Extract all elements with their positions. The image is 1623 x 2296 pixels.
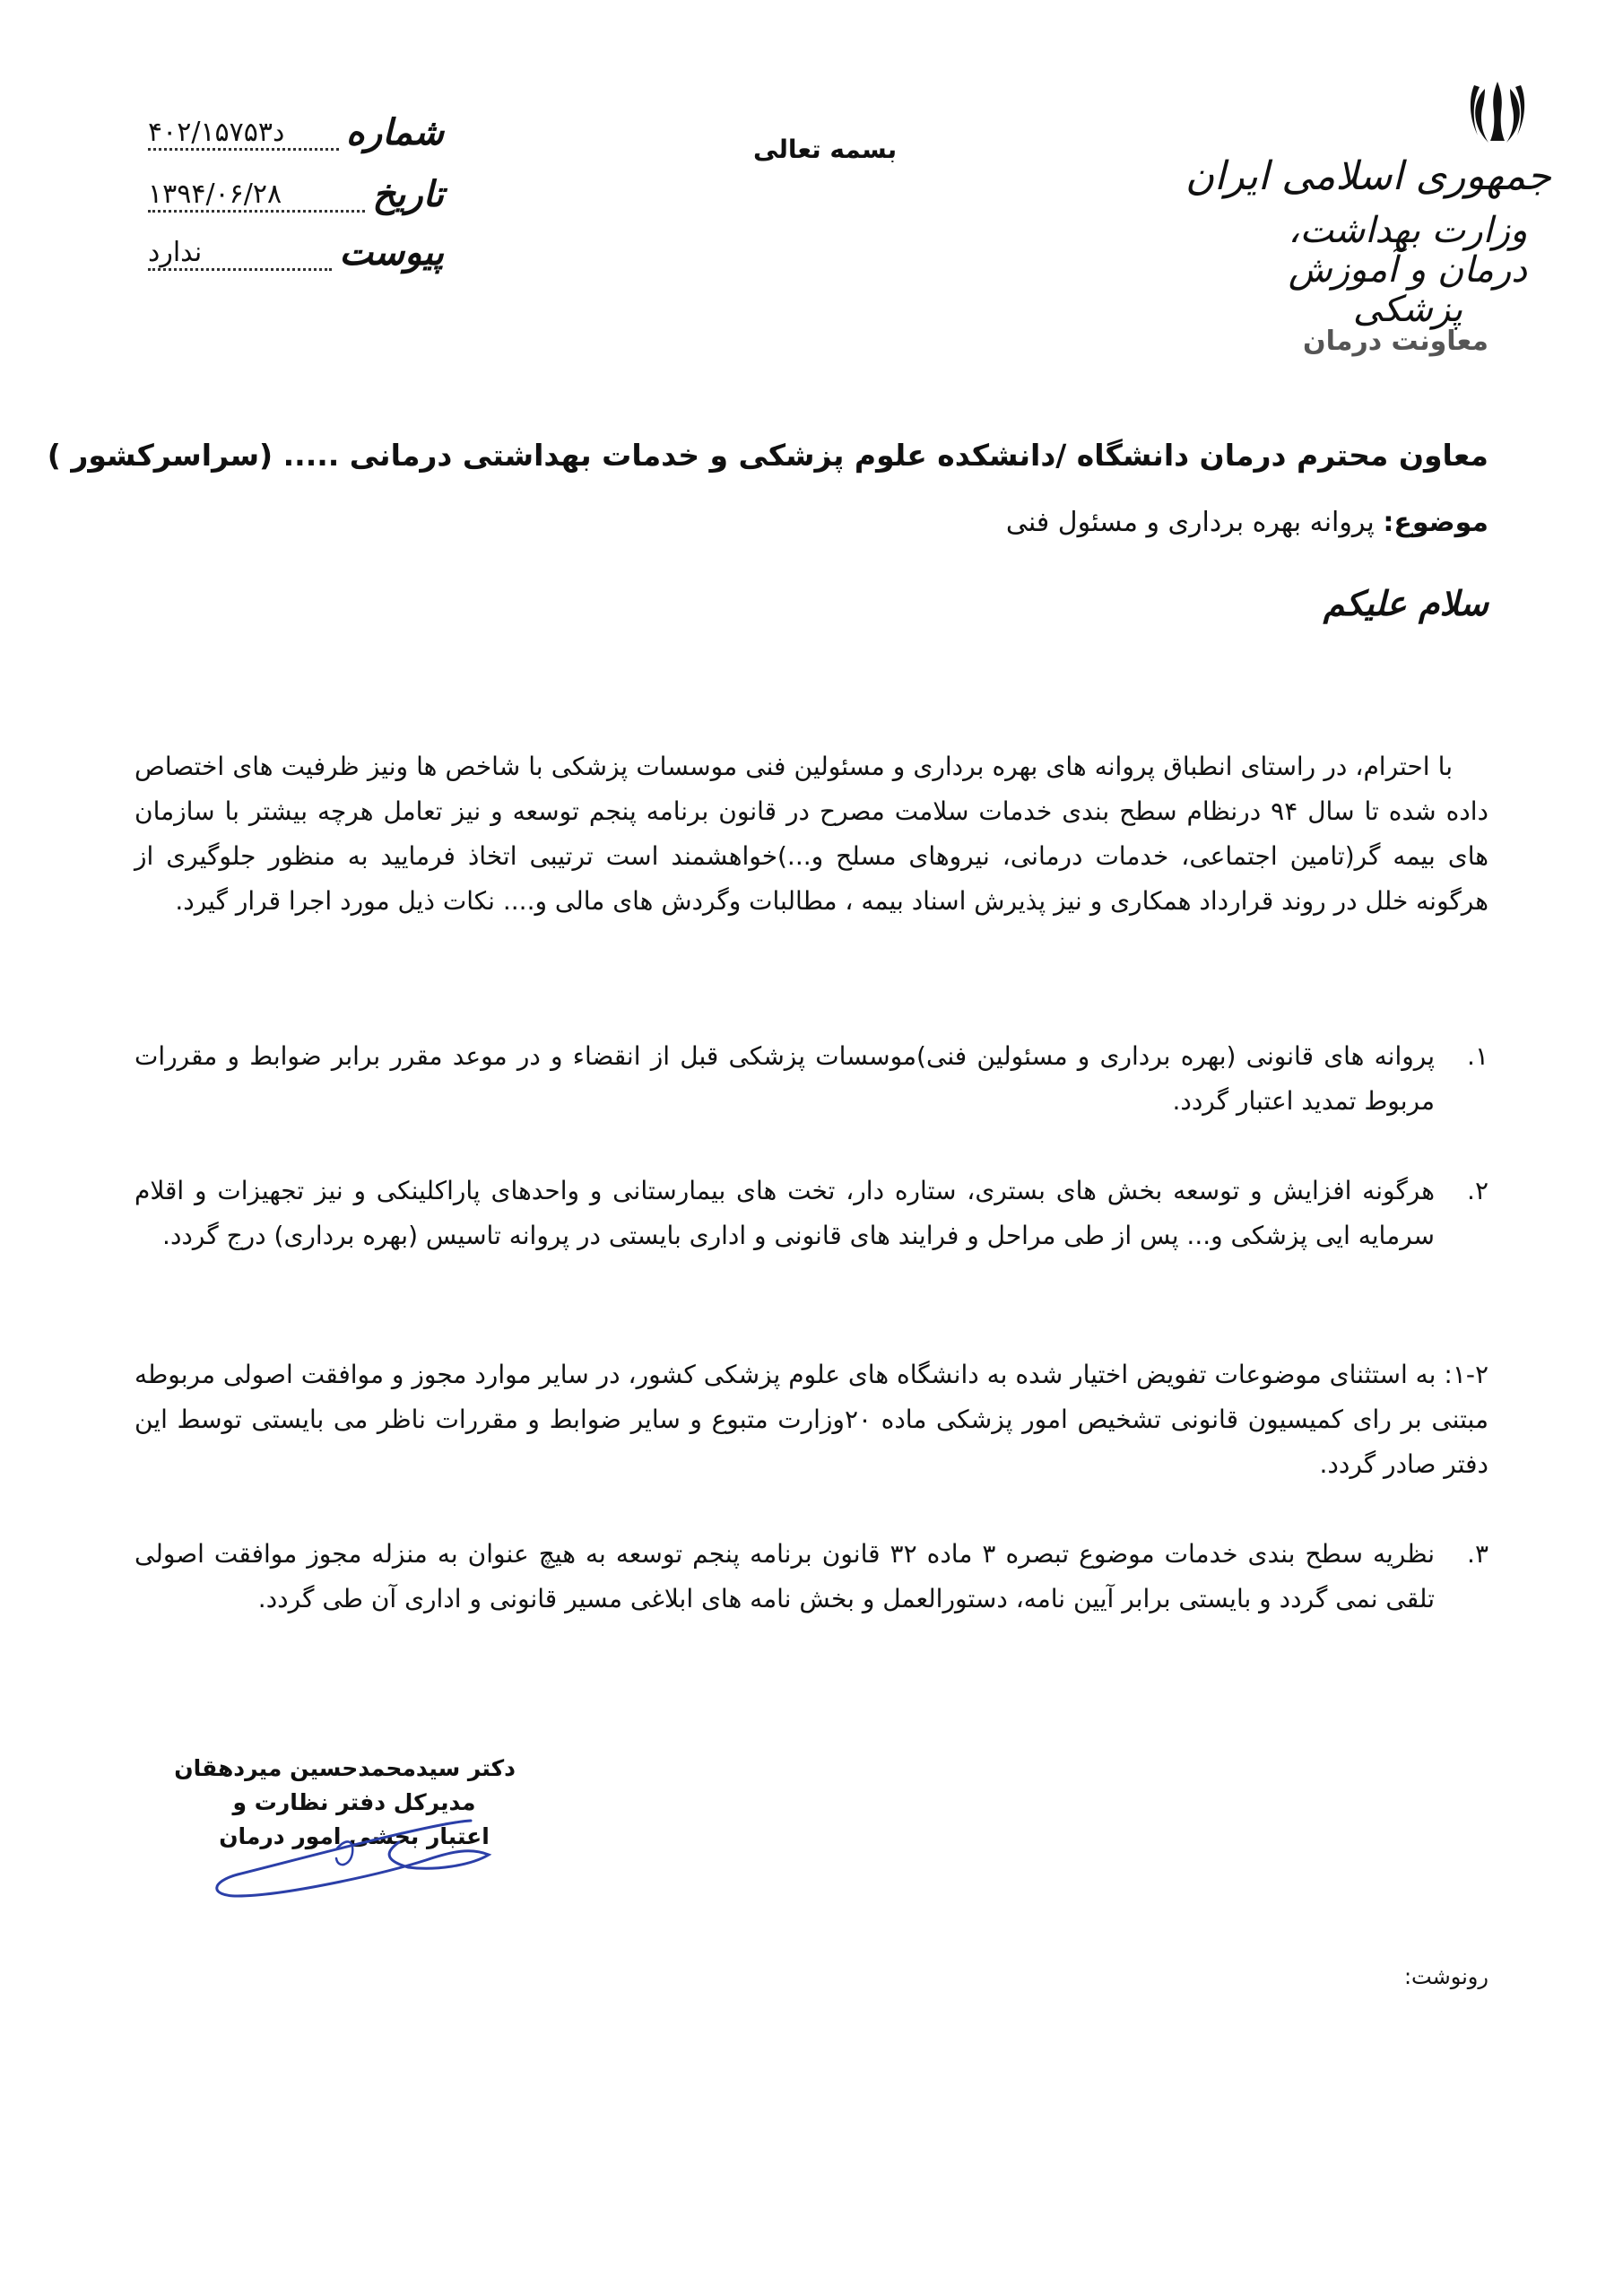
letter-attachment-value: ندارد — [148, 239, 332, 271]
sub-item — [135, 1352, 1488, 1487]
list-item-number: ۱. — [1467, 1041, 1488, 1071]
subject-label: موضوع: — [1383, 507, 1488, 538]
bismillah-heading: بسمه تعالی — [753, 135, 898, 164]
cc-label: رونوشت: — [1403, 1964, 1488, 1989]
handwritten-signature — [202, 1803, 498, 1901]
signatory-title-line2: اعتبار بخشی امور درمان — [219, 1823, 490, 1849]
letter-date-row — [148, 168, 444, 213]
list-item-number: ۲. — [1467, 1176, 1488, 1205]
deputy-name: معاونت درمان — [1303, 326, 1488, 357]
intro-paragraph: با احترام، در راستای انطباق پروانه های بهره برداری و مسئولین فنی موسسات پزشکی با شاخص ها ونیز ظرفیت های اختصاص داده شده تا سال ۹۴ درنظام سطح بندی خدمات سلامت مصرح در قانون برنامه پنجم توسعه و نیز تعامل هرچه بیشتر با سازمان های بیمه گر(تامین اجتماعی، خدمات درمانی، نیروهای مسلح و...)خواهشمند است ترتیبی اتخاذ فرمایید به منظور جلوگیری از هرگونه خلل در روند قرارداد همکاری و نیز پذیرش اسناد بیمه ، مطالبات وگردش های مالی و.... نکات ذیل مورد اجرا قرار گیرد. — [135, 752, 1488, 916]
list-item-number: ۳. — [1467, 1539, 1488, 1569]
list-item-text: پروانه های قانونی (بهره برداری و مسئولین فنی)موسسات پزشکی قبل از انقضاء و در موعد مقرر برابر ضوابط و مقررات مربوط تمدید اعتبار گردد. — [135, 1041, 1435, 1116]
iran-emblem-icon — [1462, 76, 1533, 148]
list-item — [135, 1169, 1488, 1258]
letter-number-label: شماره — [345, 111, 444, 153]
sub-item-number: ۱-۲: — [1444, 1360, 1488, 1389]
sub-item-text: به استثنای موضوعات تفویض اختیار شده به دانشگاه های علوم پزشکی کشور، در سایر موارد مجوز و موافقت اصولی مربوطه مبتنی بر رای کمیسیون قانونی تشخیص امور پزشکی ماده ۲۰وزارت متبوع و سایر ضوابط و مقررات ناظر می بایستی توسط این دفتر صادر گردد. — [135, 1360, 1489, 1479]
greeting: سلام علیکم — [1323, 583, 1488, 623]
recipient-line: معاون محترم درمان دانشگاه /دانشکده علوم پزشکی و خدمات بهداشتی درمانی ..... (سراسرکشور ) — [47, 438, 1488, 473]
letter-attachment-label: پیوست — [339, 231, 444, 274]
letter-number-row — [148, 106, 444, 151]
list-item-text: نظریه سطح بندی خدمات موضوع تبصره ۳ ماده ۳۲ قانون برنامه پنجم توسعه به هیچ عنوان به منزله مجوز موافقت اصولی تلقی نمی گردد و بایستی برابر آیین نامه، دستورالعمل و بخش نامه های ابلاغی مسیر قانونی و اداری آن طی گردد. — [135, 1539, 1436, 1613]
letter-date-value: ۱۳۹۴/۰۶/۲۸ — [148, 181, 365, 213]
ministry-name: وزارت بهداشت، درمان و آموزش پزشکی — [1288, 210, 1528, 330]
letter-attachment-row — [148, 226, 444, 274]
signatory-name: دکتر سیدمحمدحسین میردهقان — [174, 1755, 516, 1781]
list-item-text: هرگونه افزایش و توسعه بخش های بستری، ستاره دار، تخت های بیمارستانی و واحدهای پاراکلینکی و نیز تجهیزات و اقلام سرمایه ایی پزشکی و... پس از طی مراحل و فرایند های قانونی و اداری بایستی در پروانه تاسیس (بهره برداری) درج گردد. — [135, 1176, 1435, 1250]
subject-text: پروانه بهره برداری و مسئول فنی — [1005, 507, 1375, 538]
letter-number-value: ۴۰۲/۱۵۷۵۳د — [148, 119, 339, 151]
republic-name: جمهوری اسلامی ایران — [1185, 153, 1551, 199]
letter-date-label: تاریخ — [372, 173, 444, 215]
list-item — [135, 1532, 1488, 1622]
list-item — [135, 1034, 1488, 1124]
signatory-title-line1: مدیرکل دفتر نظارت و — [232, 1789, 476, 1815]
subject-line — [1006, 507, 1488, 538]
